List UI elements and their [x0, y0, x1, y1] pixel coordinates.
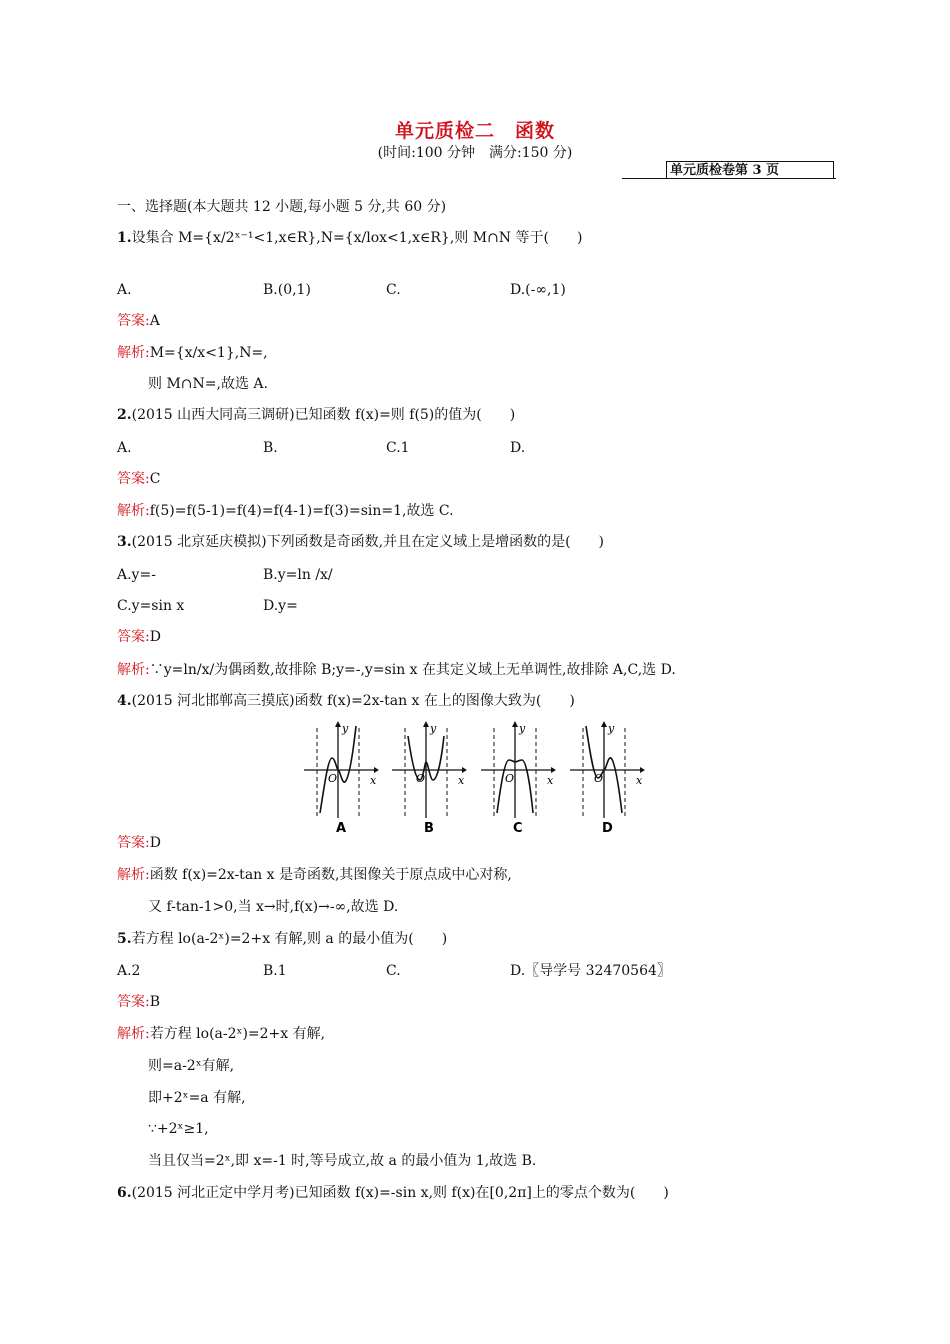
- origin-label: O: [328, 772, 338, 785]
- answer-label: 答案:: [117, 994, 150, 1010]
- question-number: 3.: [117, 534, 132, 550]
- x-axis-label: x: [636, 774, 643, 787]
- analysis-5-line-3: 即+2ˣ=a 有解,: [148, 1090, 246, 1106]
- option-b: B.: [263, 440, 278, 456]
- section-heading: 一、选择题(本大题共 12 小题,每小题 5 分,共 60 分): [117, 199, 447, 215]
- graph-label-d: D: [602, 821, 613, 836]
- question-text: (2015 山西大同高三调研)已知函数 f(x)=则 f(5)的值为( ): [131, 407, 516, 423]
- graph-label-b: B: [424, 821, 434, 836]
- option-b: B.y=ln /x/: [263, 567, 333, 583]
- question-number: 2.: [117, 407, 132, 423]
- answer-value: A: [149, 313, 160, 329]
- option-d: D.y=: [263, 598, 298, 614]
- option-c: C.y=sin x: [117, 598, 185, 614]
- answer-label: 答案:: [117, 835, 150, 851]
- option-a: A.: [117, 440, 132, 456]
- option-b: B.1: [263, 963, 287, 979]
- analysis-5-line-5: 当且仅当=2ˣ,即 x=-1 时,等号成立,故 a 的最小值为 1,故选 B.: [148, 1153, 537, 1169]
- page-number-box: 单元质检卷第 3 页: [666, 161, 834, 179]
- question-number: 1.: [117, 230, 132, 246]
- option-d: D.〖导学号 32470564〗: [510, 963, 671, 979]
- answer-label: 答案:: [117, 313, 150, 329]
- answer-4: [117, 834, 161, 852]
- question-text: (2015 河北正定中学月考)已知函数 f(x)=-sin x,则 f(x)在[0,2π]上的零点个数为( ): [131, 1185, 669, 1201]
- page-subtitle: (时间:100 分钟 满分:150 分): [377, 145, 573, 161]
- option-d: D.(-∞,1): [510, 282, 566, 298]
- y-axis-label: y: [342, 722, 349, 735]
- analysis-label: 解析:: [117, 662, 150, 678]
- analysis-label: 解析:: [117, 503, 150, 519]
- answer-5: [117, 993, 160, 1011]
- question-text: (2015 北京延庆模拟)下列函数是奇函数,并且在定义域上是增函数的是( ): [131, 534, 605, 550]
- option-b: B.(0,1): [263, 282, 311, 298]
- analysis-1-line-2: 则 M∩N=,故选 A.: [148, 376, 268, 392]
- analysis-text: ∵y=ln/x/为偶函数,故排除 B;y=-,y=sin x 在其定义域上无单调性,故排除 A,C,选 D.: [149, 662, 676, 678]
- question-2: [117, 406, 515, 424]
- answer-3: [117, 628, 161, 646]
- question-text: 设集合 M={x/2ˣ⁻¹<1,x∈R},N={x/lox<1,x∈R},则 M∩N 等于( ): [131, 230, 583, 246]
- question-text: 若方程 lo(a-2ˣ)=2+x 有解,则 a 的最小值为( ): [131, 931, 448, 947]
- question-1: [117, 229, 582, 247]
- origin-label: O: [416, 772, 426, 785]
- x-axis-label: x: [547, 774, 554, 787]
- analysis-text: f(5)=f(5-1)=f(4)=f(4-1)=f(3)=sin=1,故选 C.: [149, 503, 454, 519]
- function-graphs-figure: [300, 718, 650, 838]
- question-number: 6.: [117, 1185, 132, 1201]
- option-a: A.2: [117, 963, 141, 979]
- page-title: 单元质检二 函数: [394, 120, 555, 142]
- analysis-5-line-4: ∵+2ˣ≥1,: [148, 1121, 209, 1137]
- analysis-4-line-2: 又 f-tan-1>0,当 x→时,f(x)→-∞,故选 D.: [148, 899, 399, 915]
- option-a: A.: [117, 282, 132, 298]
- analysis-5: [117, 1025, 325, 1043]
- option-d: D.: [510, 440, 526, 456]
- analysis-4: [117, 866, 512, 884]
- analysis-text: 若方程 lo(a-2ˣ)=2+x 有解,: [149, 1026, 326, 1042]
- option-c: C.: [386, 282, 401, 298]
- origin-label: O: [594, 772, 604, 785]
- question-5: [117, 930, 447, 948]
- question-text: (2015 河北邯郸高三摸底)函数 f(x)=2x-tan x 在上的图像大致为( ): [131, 693, 575, 709]
- question-number: 4.: [117, 693, 132, 709]
- question-4: [117, 692, 575, 710]
- analysis-text: M={x/x<1},N=,: [149, 345, 268, 361]
- analysis-5-line-2: 则=a-2ˣ有解,: [148, 1058, 235, 1074]
- answer-1: [117, 312, 160, 330]
- analysis-label: 解析:: [117, 345, 150, 361]
- option-c: C.1: [386, 440, 410, 456]
- x-axis-label: x: [370, 774, 377, 787]
- analysis-text: 函数 f(x)=2x-tan x 是奇函数,其图像关于原点成中心对称,: [149, 867, 512, 883]
- origin-label: O: [505, 772, 515, 785]
- question-3: [117, 533, 604, 551]
- y-axis-label: y: [519, 722, 526, 735]
- analysis-1: [117, 344, 268, 362]
- answer-2: [117, 470, 160, 488]
- analysis-label: 解析:: [117, 1026, 150, 1042]
- answer-value: D: [149, 835, 161, 851]
- answer-label: 答案:: [117, 629, 150, 645]
- y-axis-label: y: [608, 722, 615, 735]
- graph-b: [392, 721, 467, 836]
- y-axis-label: y: [430, 722, 437, 735]
- question-6: [117, 1184, 669, 1202]
- graph-label-c: C: [513, 821, 523, 836]
- answer-value: B: [149, 994, 161, 1010]
- analysis-2: [117, 502, 454, 520]
- analysis-label: 解析:: [117, 867, 150, 883]
- question-number: 5.: [117, 931, 132, 947]
- option-a: A.y=-: [117, 567, 156, 583]
- graph-c: [481, 721, 556, 836]
- graph-a: [304, 721, 379, 836]
- analysis-3: [117, 661, 676, 679]
- answer-value: D: [149, 629, 161, 645]
- graph-label-a: A: [336, 821, 347, 836]
- answer-value: C: [149, 471, 161, 487]
- x-axis-label: x: [458, 774, 465, 787]
- answer-label: 答案:: [117, 471, 150, 487]
- option-c: C.: [386, 963, 401, 979]
- graph-d: [570, 721, 645, 836]
